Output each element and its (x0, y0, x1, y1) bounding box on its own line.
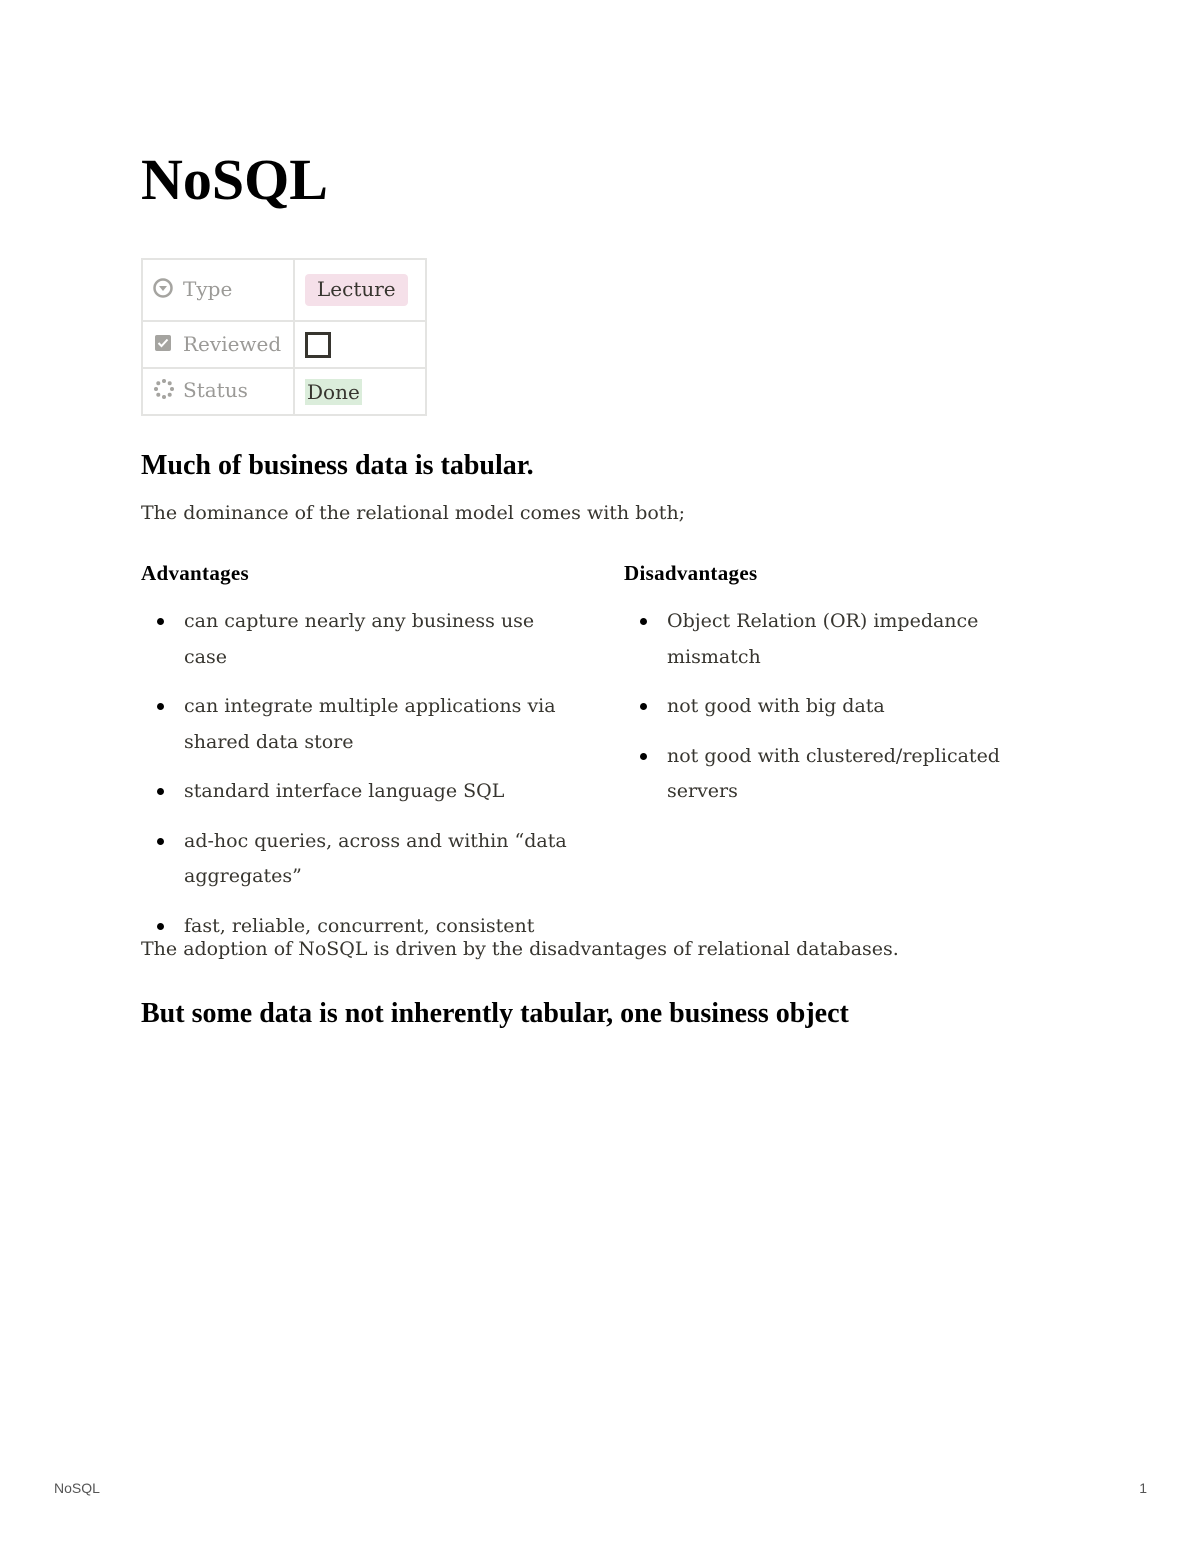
property-value-cell[interactable] (294, 259, 426, 321)
status-icon (153, 378, 175, 405)
page-title: NoSQL (141, 147, 328, 212)
list-item-text: ad-hoc queries, across and within “data aggregates” (184, 829, 567, 887)
list-item (141, 774, 581, 810)
footer-page-number: 1 (1139, 1480, 1147, 1496)
type-tag[interactable]: Lecture (305, 274, 408, 306)
advantages-list (141, 604, 581, 944)
bullet-icon (157, 788, 164, 795)
property-label-status: Status (183, 378, 248, 402)
section-heading: Much of business data is tabular. (141, 450, 534, 481)
bullet-icon (640, 618, 647, 625)
closing-paragraph: The adoption of NoSQL is driven by the disadvantages of relational databases. (141, 938, 899, 960)
bullet-icon (640, 753, 647, 760)
property-name-cell (142, 368, 294, 415)
property-name-cell (142, 321, 294, 368)
list-item-text: fast, reliable, concurrent, consistent (184, 914, 535, 937)
property-value-cell[interactable] (294, 368, 426, 415)
advantages-heading: Advantages (141, 561, 250, 585)
list-item (141, 689, 581, 760)
property-row-status (142, 368, 426, 415)
type-select-icon (153, 278, 175, 303)
property-name-cell (142, 259, 294, 321)
intro-paragraph: The dominance of the relational model comes with both; (141, 502, 686, 524)
bullet-icon (157, 923, 164, 930)
section-heading-2: But some data is not inherently tabular, one business object (141, 998, 849, 1029)
disadvantages-list (624, 604, 1024, 810)
list-item-text: standard interface language SQL (184, 780, 505, 802)
status-tag[interactable]: Done (307, 379, 360, 404)
property-value-cell[interactable] (294, 321, 426, 368)
list-item-text: can integrate multiple applications via shared data store (184, 695, 556, 753)
list-item-text: not good with clustered/replicated servers (667, 744, 1000, 802)
list-item-text: not good with big data (667, 695, 885, 717)
bullet-icon (640, 703, 647, 710)
property-row-type (142, 259, 426, 321)
list-item (141, 604, 581, 675)
list-item-text: can capture nearly any business use case (184, 610, 535, 668)
disadvantages-heading: Disadvantages (624, 561, 758, 585)
list-item (141, 824, 581, 895)
properties-table (141, 258, 427, 416)
list-item (624, 604, 1024, 675)
property-label-reviewed: Reviewed (183, 331, 282, 356)
footer-doc-name: NoSQL (54, 1480, 100, 1496)
disadvantages-column (624, 558, 1024, 824)
bullet-icon (157, 838, 164, 845)
bullet-icon (157, 703, 164, 710)
list-item-text: Object Relation (OR) impedance mismatch (667, 610, 979, 668)
list-item (624, 739, 1024, 810)
reviewed-checkbox[interactable] (305, 332, 331, 358)
bullet-icon (157, 618, 164, 625)
property-row-reviewed (142, 321, 426, 368)
checkbox-property-icon (153, 333, 175, 358)
property-label-type: Type (183, 277, 233, 301)
advantages-column (141, 558, 581, 958)
list-item (624, 689, 1024, 725)
